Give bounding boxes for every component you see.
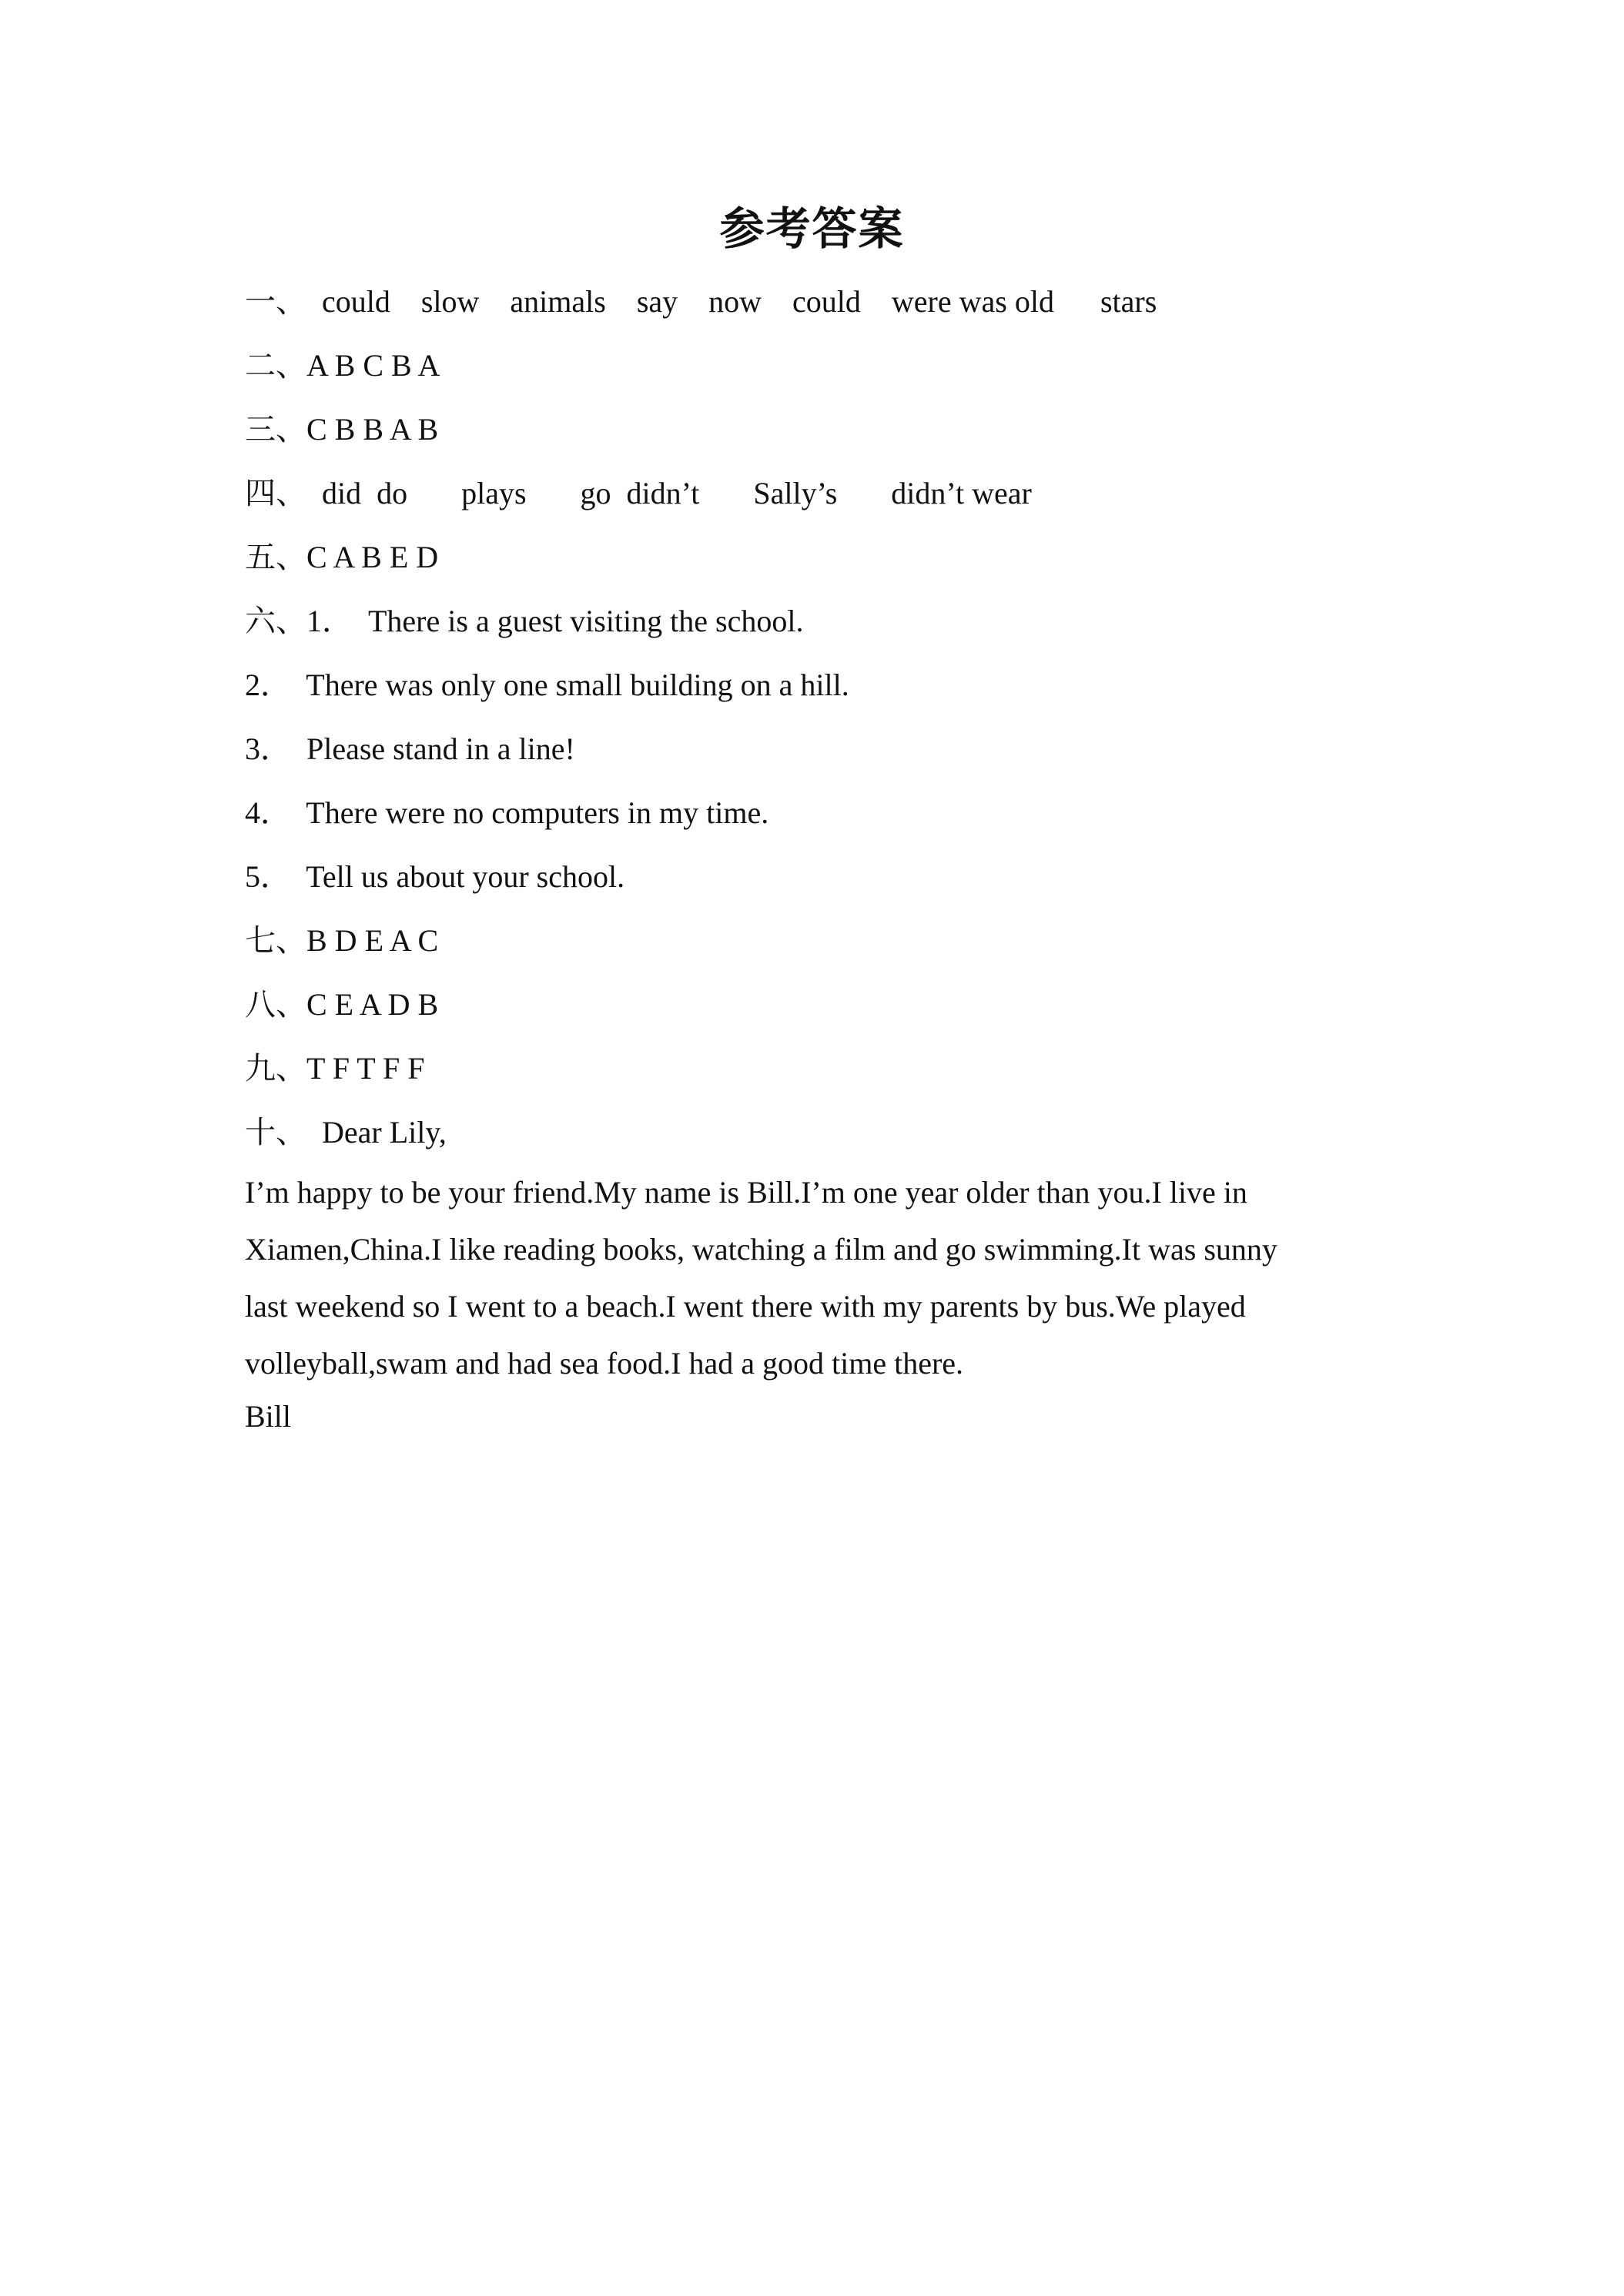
- answer-line-12: 八、C E A D B: [245, 987, 439, 1022]
- answer-line-6: 六、1． There is a guest visiting the school.: [245, 604, 804, 638]
- answer-line-11: 七、B D E A C: [245, 923, 439, 958]
- letter-line-2: Xiamen,China.I like reading books, watching a film and go swimming.It was sunny: [245, 1232, 1277, 1267]
- letter-line-4: volleyball,swam and had sea food.I had a good time there.: [245, 1346, 964, 1381]
- answer-line-8: 3． Please stand in a line!: [245, 731, 575, 766]
- answer-line-1: 一、 could slow animals say now could were was old stars: [245, 284, 1157, 319]
- answer-line-3: 三、C B B A B: [245, 412, 439, 447]
- answer-line-13: 九、T F T F F: [245, 1051, 425, 1086]
- answer-line-4: 四、 did do plays go didn’t Sally’s didn’t wear: [245, 476, 1032, 510]
- letter-line-3: last weekend so I went to a beach.I went there with my parents by bus.We played: [245, 1289, 1246, 1324]
- answer-line-9: 4． There were no computers in my time.: [245, 795, 769, 830]
- letter-signature: Bill: [245, 1399, 292, 1434]
- answer-line-5: 五、C A B E D: [245, 540, 439, 574]
- answer-line-14: 十、 Dear Lily,: [245, 1115, 447, 1150]
- letter-body: [245, 1164, 1377, 1392]
- answer-line-10: 5． Tell us about your school.: [245, 859, 625, 894]
- page-title: 参考答案: [719, 202, 905, 255]
- answer-line-2: 二、A B C B A: [245, 348, 440, 383]
- answer-line-7: 2． There was only one small building on a hill.: [245, 668, 849, 702]
- letter-line-1: I’m happy to be your friend.My name is Bill.I’m one year older than you.I live in: [245, 1175, 1247, 1210]
